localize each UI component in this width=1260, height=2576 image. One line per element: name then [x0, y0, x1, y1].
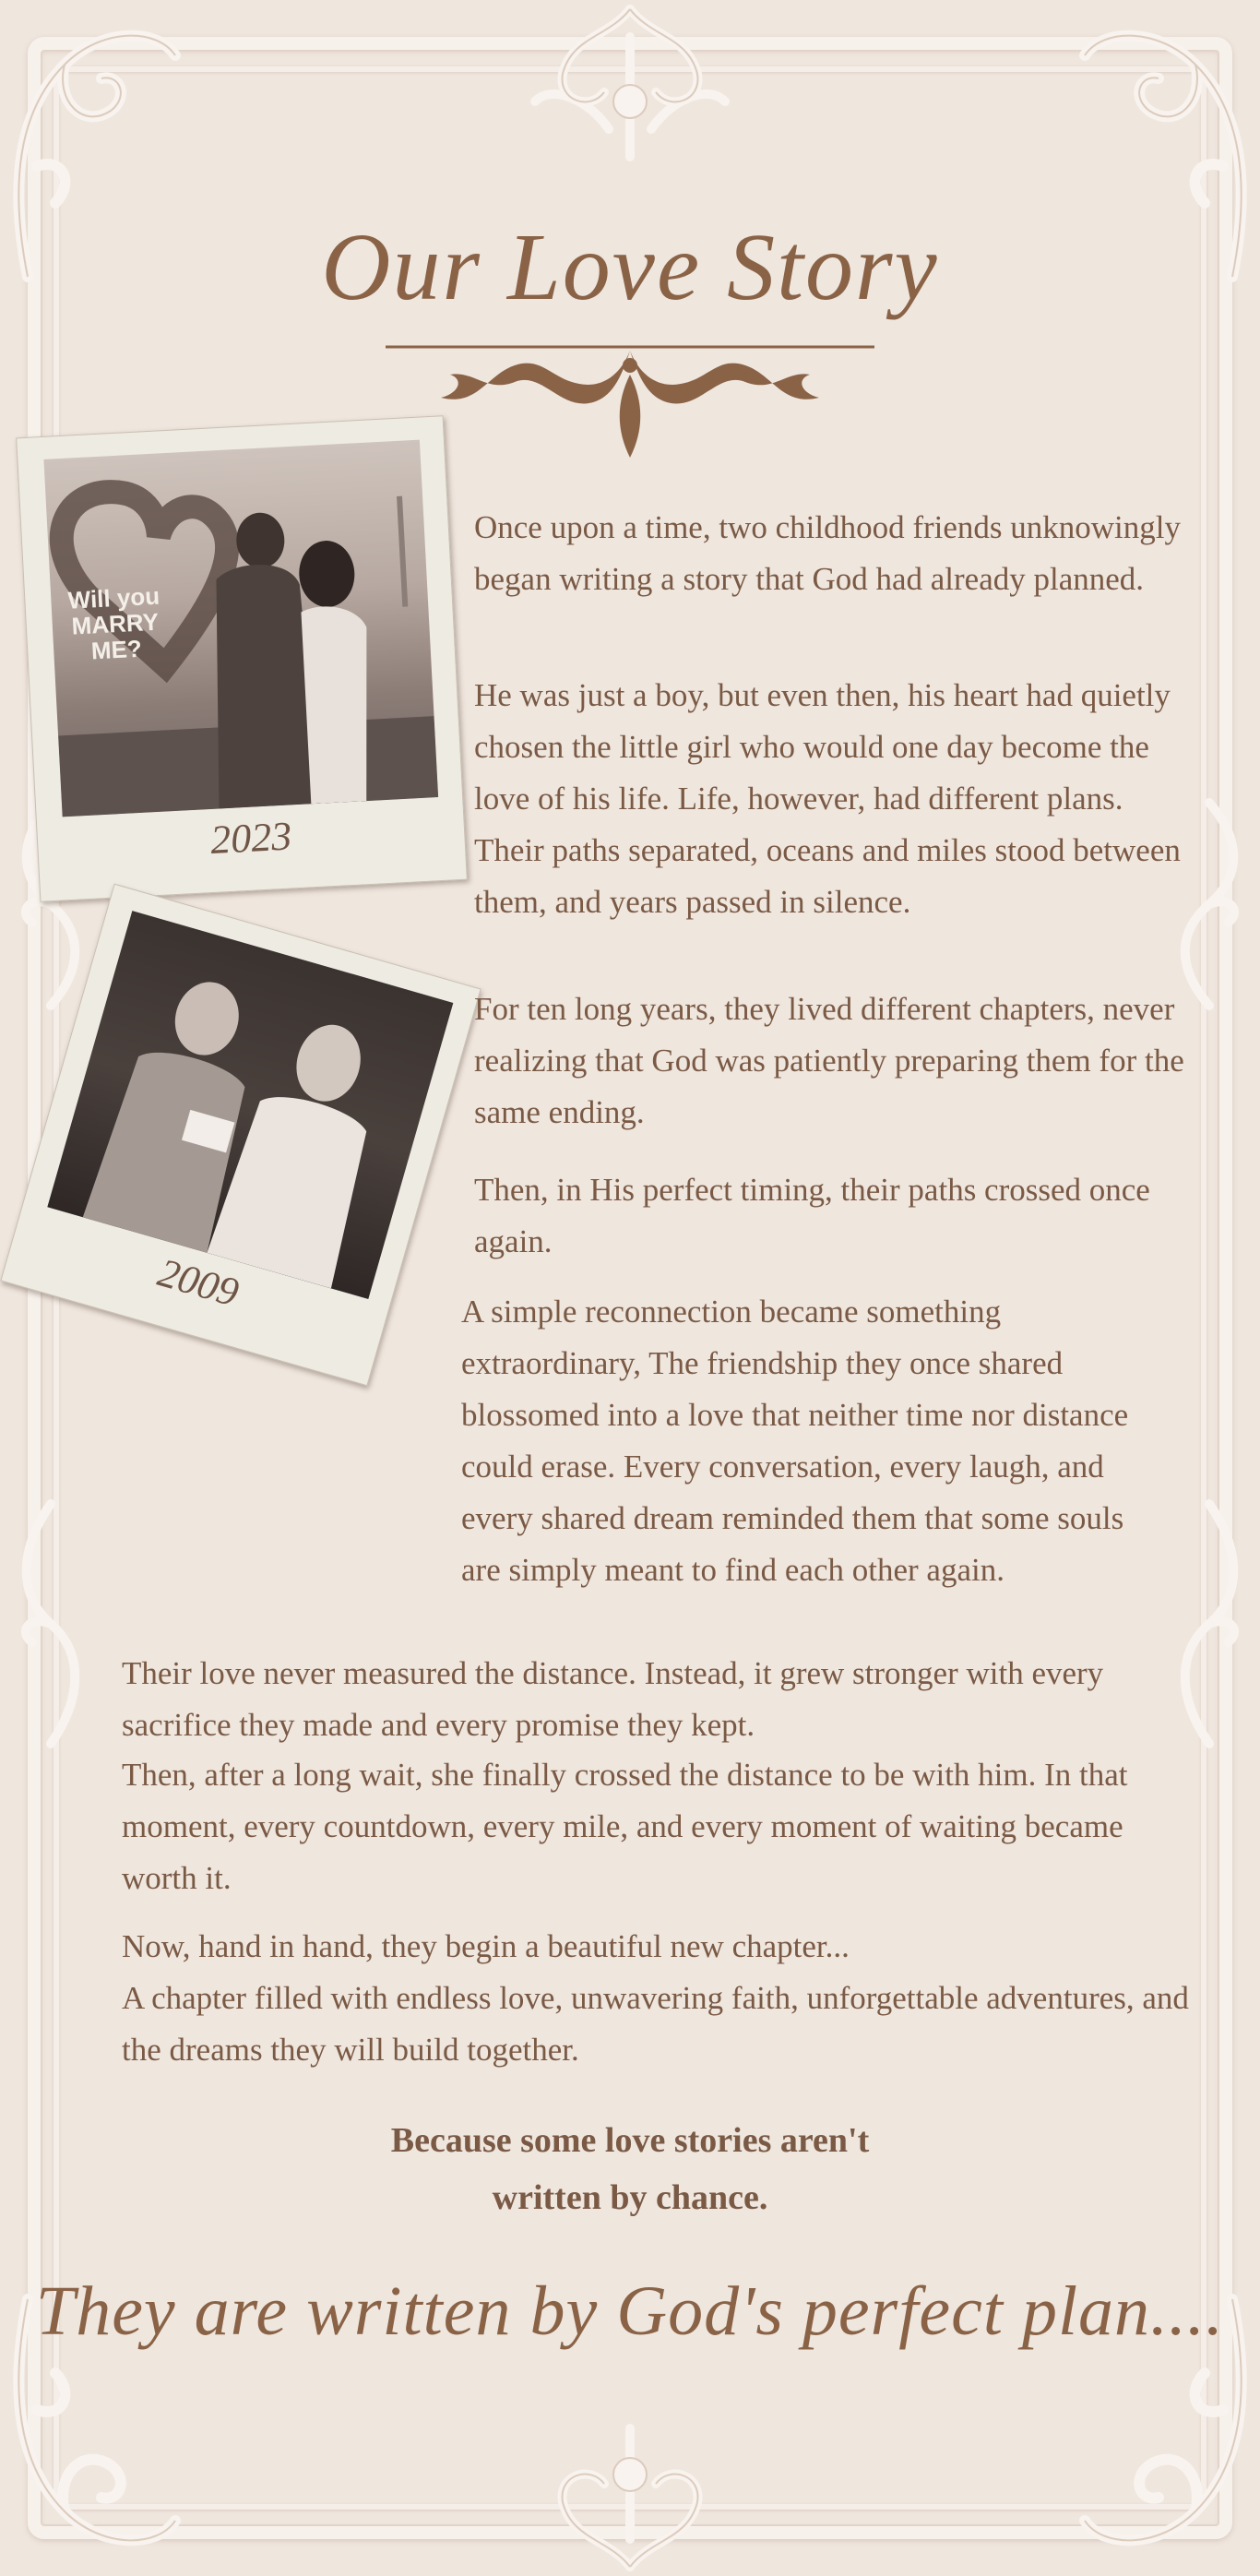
paragraph-hand-in-hand: Now, hand in hand, they begin a beautiful new chapter...	[122, 1928, 850, 1964]
photo-2023-image	[43, 440, 438, 817]
closing-script-line: They are written by God's perfect plan....	[35, 2272, 1225, 2350]
photo-2023	[16, 415, 468, 902]
paragraph-reconnection: A simple reconnection became something extraordinary, The friendship they once shared blossomed into a love that neither time nor distance could erase. Every conversation, every laugh, and every shared dream reminded them that some souls are simply meant to find each other again.	[461, 1294, 1129, 1588]
right-edge-ornament-lower	[1159, 1495, 1260, 1753]
page-title: Our Love Story	[321, 214, 939, 320]
closing-line-1: Because some love stories aren't	[390, 2121, 870, 2160]
photo-2023-year: 2023	[208, 813, 293, 864]
left-edge-ornament-lower	[0, 1495, 101, 1753]
closing-line-2: written by chance.	[492, 2178, 768, 2217]
bottom-center-ornament	[517, 2401, 743, 2576]
top-center-ornament	[517, 0, 743, 175]
photo-2009-year: 2009	[153, 1249, 244, 1316]
proposal-sign-text: Will you MARRY ME?	[66, 581, 160, 665]
paragraph-just-a-boy: He was just a boy, but even then, his heart had quietly chosen the little girl who would one day become the love of his life. Life, however, had different plans. Their paths separated, oceans and miles stood between them, and years passed in silence.	[474, 677, 1181, 920]
paragraph-never-measured: Their love never measured the distance. Instead, it grew stronger with every sacrifice they made and every promise they kept.	[122, 1655, 1104, 1743]
paragraph-new-chapter: A chapter filled with endless love, unwavering faith, unforgettable adventures, and the dreams they will build together.	[122, 1980, 1189, 2068]
paragraph-long-wait: Then, after a long wait, she finally crossed the distance to be with him. In that moment, every countdown, every mile, and every moment of waiting became worth it.	[122, 1757, 1128, 1896]
paragraph-once-upon: Once upon a time, two childhood friends unknowingly began writing a story that God had already planned.	[474, 509, 1181, 597]
flourish-divider	[386, 338, 874, 467]
paragraph-ten-years: For ten long years, they lived different chapters, never realizing that God was patiently preparing them for the same ending.	[474, 991, 1184, 1130]
paragraph-perfect-timing: Then, in His perfect timing, their paths crossed once again.	[474, 1172, 1150, 1259]
